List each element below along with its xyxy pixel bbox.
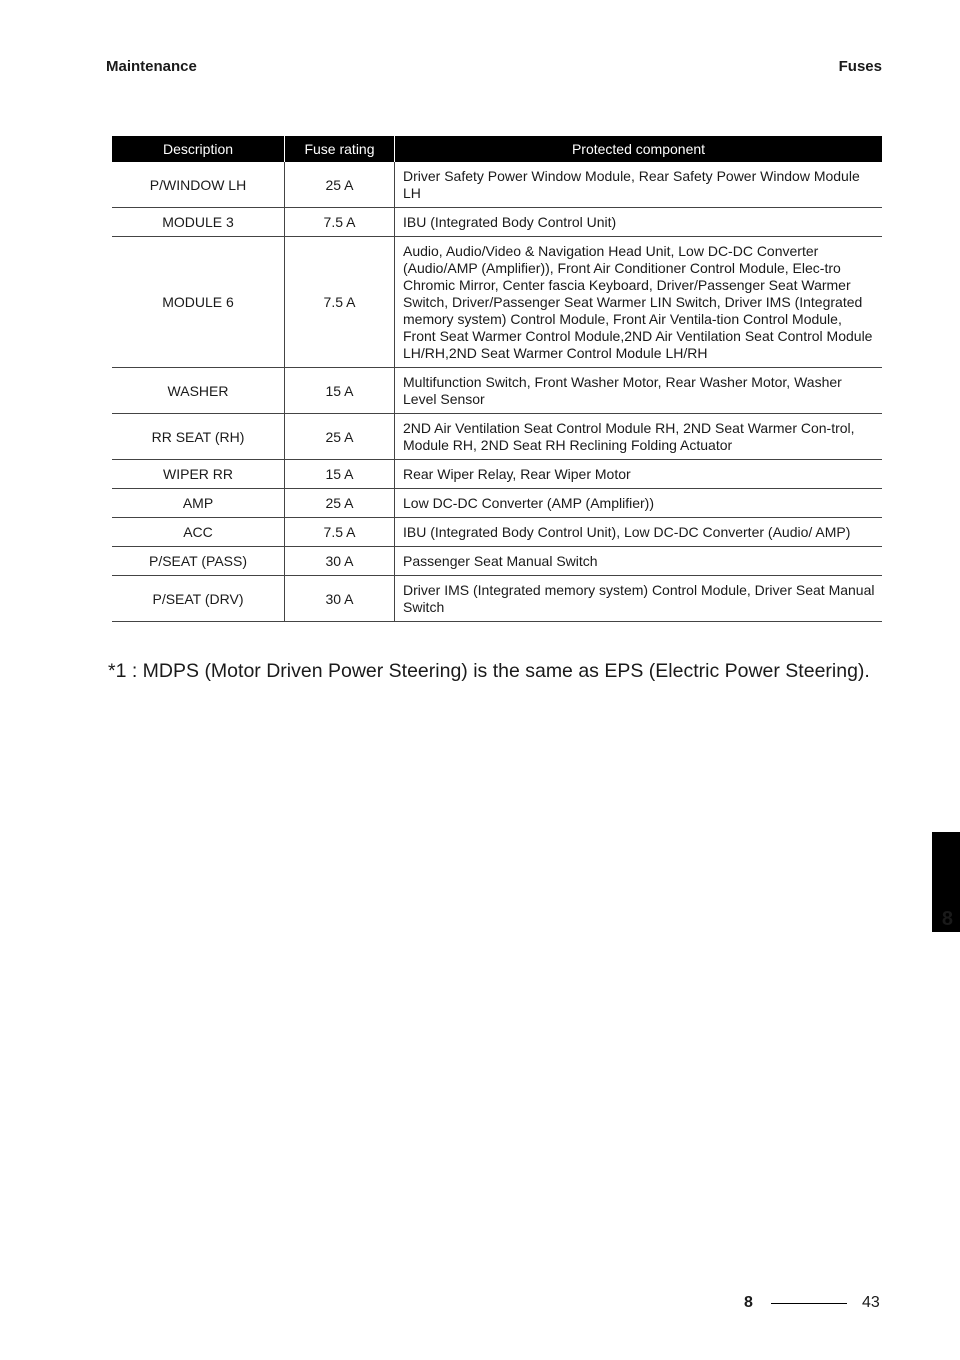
column-header-fuse-rating: Fuse rating	[285, 136, 395, 162]
cell-protected-component: Audio, Audio/Video & Navigation Head Unit, Low DC-DC Converter (Audio/AMP (Amplifier)), Front Air Conditioner Control Module, Elec-tro Chromic Mirror, Center fascia Keyboard, Driver/Passenger Seat Warmer Switch, Driver/Passenger Seat Warmer LIN Switch, Driver IMS (Integrated memory system) Control Module, Front Air Ventila-tion Control Module, Front Seat Warmer Control Module,2ND Air Ventilation Seat Control Module LH/RH,2ND Seat Warmer Control Module LH/RH	[395, 237, 883, 368]
cell-protected-component: Driver IMS (Integrated memory system) Control Module, Driver Seat Manual Switch	[395, 576, 883, 622]
fuse-table	[112, 136, 882, 622]
table-row	[112, 208, 882, 237]
table-row	[112, 489, 882, 518]
table-row	[112, 414, 882, 460]
cell-protected-component: Multifunction Switch, Front Washer Motor, Rear Washer Motor, Washer Level Sensor	[395, 368, 883, 414]
table-row	[112, 368, 882, 414]
cell-description: RR SEAT (RH)	[112, 414, 285, 460]
cell-protected-component: Rear Wiper Relay, Rear Wiper Motor	[395, 460, 883, 489]
cell-protected-component: Passenger Seat Manual Switch	[395, 547, 883, 576]
table-row	[112, 518, 882, 547]
footnote: *1 : MDPS (Motor Driven Power Steering) is the same as EPS (Electric Power Steering).	[108, 660, 870, 682]
cell-protected-component: IBU (Integrated Body Control Unit), Low DC-DC Converter (Audio/ AMP)	[395, 518, 883, 547]
column-header-protected-component: Protected component	[395, 136, 883, 162]
cell-description: MODULE 3	[112, 208, 285, 237]
cell-description: MODULE 6	[112, 237, 285, 368]
cell-fuse-rating: 7.5 A	[285, 208, 395, 237]
cell-fuse-rating: 30 A	[285, 547, 395, 576]
running-header-section: Maintenance	[106, 58, 197, 75]
cell-fuse-rating: 15 A	[285, 460, 395, 489]
running-header-topic: Fuses	[838, 58, 882, 75]
cell-fuse-rating: 25 A	[285, 414, 395, 460]
table-row	[112, 460, 882, 489]
table-header-row	[112, 136, 882, 162]
cell-protected-component: Low DC-DC Converter (AMP (Amplifier))	[395, 489, 883, 518]
table-row	[112, 162, 882, 208]
cell-description: AMP	[112, 489, 285, 518]
cell-protected-component: 2ND Air Ventilation Seat Control Module RH, 2ND Seat Warmer Con-trol, Module RH, 2ND Seat RH Reclining Folding Actuator	[395, 414, 883, 460]
cell-fuse-rating: 25 A	[285, 489, 395, 518]
cell-description: WIPER RR	[112, 460, 285, 489]
footer-page-number: 43	[862, 1294, 880, 1311]
cell-description: P/WINDOW LH	[112, 162, 285, 208]
cell-fuse-rating: 7.5 A	[285, 237, 395, 368]
cell-fuse-rating: 25 A	[285, 162, 395, 208]
cell-fuse-rating: 30 A	[285, 576, 395, 622]
column-header-description: Description	[112, 136, 285, 162]
cell-fuse-rating: 7.5 A	[285, 518, 395, 547]
table-row	[112, 547, 882, 576]
table-row	[112, 237, 882, 368]
cell-description: P/SEAT (PASS)	[112, 547, 285, 576]
footer-chapter-number: 8	[744, 1294, 753, 1311]
footer-divider	[771, 1303, 847, 1304]
cell-protected-component: Driver Safety Power Window Module, Rear Safety Power Window Module LH	[395, 162, 883, 208]
chapter-tab-number: 8	[941, 908, 953, 930]
cell-description: ACC	[112, 518, 285, 547]
cell-fuse-rating: 15 A	[285, 368, 395, 414]
table-row	[112, 576, 882, 622]
cell-protected-component: IBU (Integrated Body Control Unit)	[395, 208, 883, 237]
cell-description: WASHER	[112, 368, 285, 414]
cell-description: P/SEAT (DRV)	[112, 576, 285, 622]
